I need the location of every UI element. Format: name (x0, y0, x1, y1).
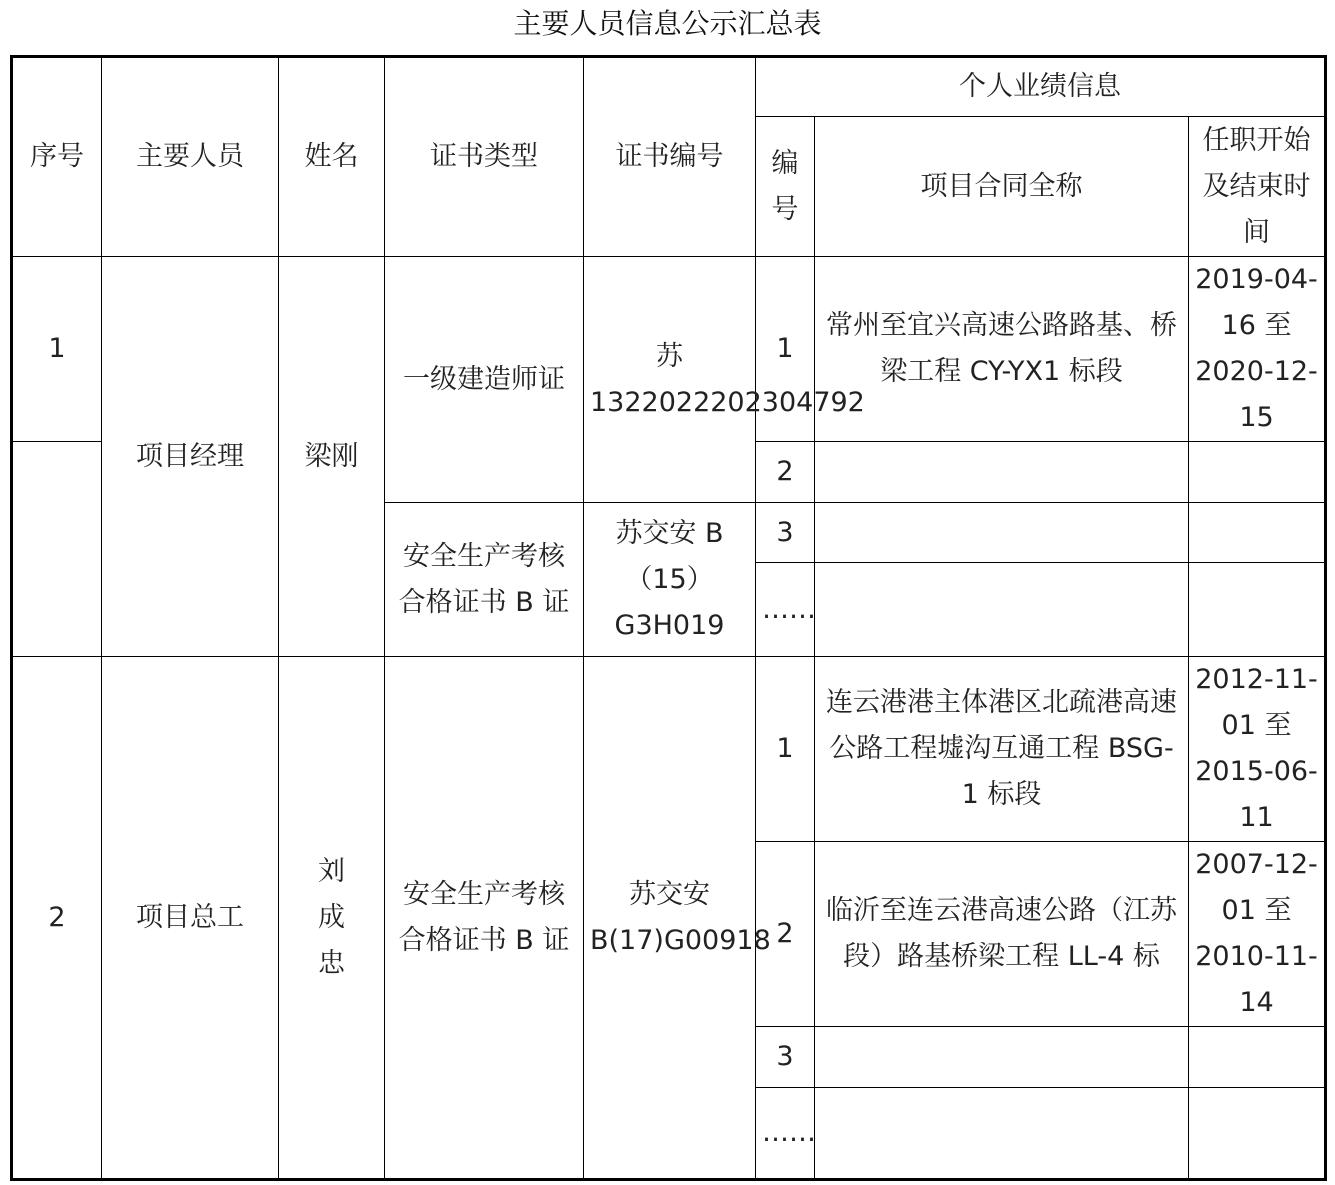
cert-no-cell: 苏交安 B(17)G00918 (584, 657, 756, 1180)
project-name-cell (815, 503, 1189, 563)
period-cell (1189, 1027, 1326, 1088)
cert-type-cell: 一级建造师证 (385, 257, 584, 503)
cert-no-cell: 苏交安 B（15）G3H019 (584, 503, 756, 657)
seq-cell: 1 (12, 257, 102, 442)
personnel-table (10, 55, 1327, 1181)
perf-no-cell: 3 (756, 503, 815, 563)
period-cell: 2007-12-01 至 2010-11-14 (1189, 842, 1326, 1027)
header-cert-no: 证书编号 (584, 57, 756, 257)
project-name-cell: 常州至宜兴高速公路路基、桥梁工程 CY-YX1 标段 (815, 257, 1189, 442)
header-name: 姓名 (279, 57, 385, 257)
period-cell (1189, 563, 1326, 657)
cert-type-cell: 安全生产考核合格证书 B 证 (385, 657, 584, 1180)
table-row (12, 657, 1326, 842)
project-name-cell (815, 563, 1189, 657)
seq-cell-empty (12, 442, 102, 657)
project-name-cell (815, 1088, 1189, 1180)
project-name-cell (815, 1027, 1189, 1088)
table-row (12, 257, 1326, 442)
header-period: 任职开始及结束时间 (1189, 117, 1326, 257)
name-cell: 梁刚 (279, 257, 385, 657)
cert-no-cell: 苏 1322022202304792 (584, 257, 756, 503)
perf-no-cell: 2 (756, 842, 815, 1027)
period-cell: 2019-04-16 至 2020-12-15 (1189, 257, 1326, 442)
perf-no-cell: …… (756, 1088, 815, 1180)
perf-no-cell: …… (756, 563, 815, 657)
header-project: 项目合同全称 (815, 117, 1189, 257)
header-performance: 个人业绩信息 (756, 57, 1326, 117)
header-role: 主要人员 (102, 57, 279, 257)
perf-no-cell: 3 (756, 1027, 815, 1088)
period-cell (1189, 1088, 1326, 1180)
page-title: 主要人员信息公示汇总表 (513, 7, 822, 40)
project-name-cell (815, 442, 1189, 503)
header-row-1 (12, 57, 1326, 117)
header-perf-no: 编号 (756, 117, 815, 257)
header-cert-type: 证书类型 (385, 57, 584, 257)
perf-no-cell: 1 (756, 257, 815, 442)
period-cell: 2012-11-01 至 2015-06-11 (1189, 657, 1326, 842)
seq-cell: 2 (12, 657, 102, 1180)
name-cell: 刘成忠 (279, 657, 385, 1180)
period-cell (1189, 503, 1326, 563)
period-cell (1189, 442, 1326, 503)
cert-type-cell: 安全生产考核合格证书 B 证 (385, 503, 584, 657)
project-name-cell: 临沂至连云港高速公路（江苏段）路基桥梁工程 LL-4 标 (815, 842, 1189, 1027)
perf-no-cell: 1 (756, 657, 815, 842)
role-cell: 项目总工 (102, 657, 279, 1180)
project-name-cell: 连云港港主体港区北疏港高速公路工程墟沟互通工程 BSG-1 标段 (815, 657, 1189, 842)
header-seq: 序号 (12, 57, 102, 257)
perf-no-cell: 2 (756, 442, 815, 503)
role-cell: 项目经理 (102, 257, 279, 657)
